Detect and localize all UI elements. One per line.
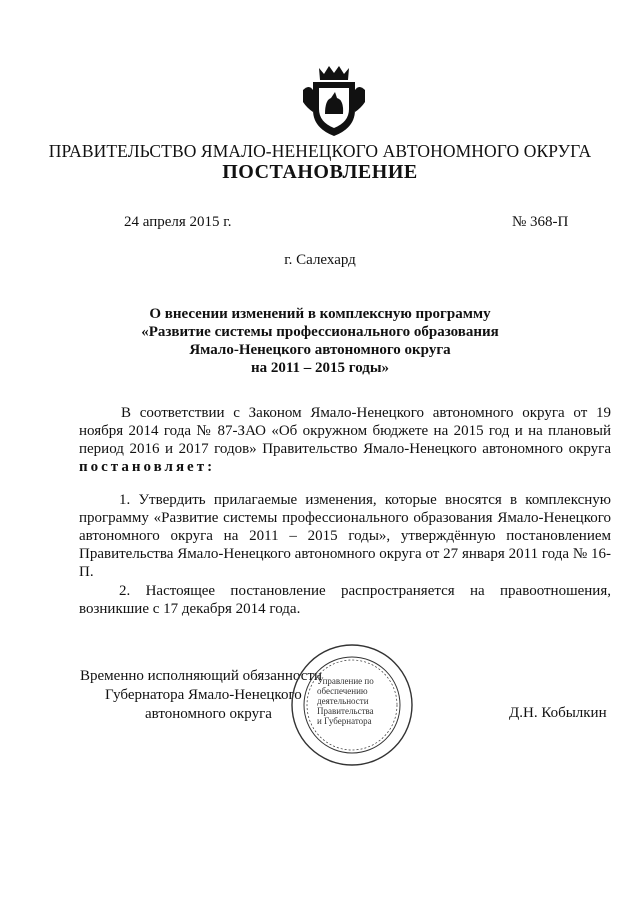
document-title-line: на 2011 – 2015 годы» (250, 360, 390, 376)
stamp-text-line: деятельности (317, 696, 369, 706)
signer-name: Д.Н. Кобылкин (509, 705, 607, 721)
signer-position-line: Губернатора Ямало-Ненецкого (105, 687, 302, 703)
preamble-paragraph (79, 404, 611, 476)
document-title-line: Ямало-Ненецкого автономного округа (189, 342, 451, 358)
document-type-heading: ПОСТАНОВЛЕНИЕ (222, 161, 418, 183)
coat-of-arms-icon (299, 62, 369, 138)
signer-position-line: Временно исполняющий обязанности (80, 668, 323, 684)
government-name: ПРАВИТЕЛЬСТВО ЯМАЛО-НЕНЕЦКОГО АВТОНОМНОГО ОКРУГА (48, 141, 592, 161)
document-number: № 368-П (512, 214, 569, 230)
document-date: 24 апреля 2015 г. (124, 214, 232, 230)
stamp-text-line: Правительства (317, 706, 374, 716)
document-city: г. Салехард (284, 252, 356, 268)
stamp-text-line: Управление по (317, 676, 374, 686)
stamp-text-line: и Губернатора (317, 716, 372, 726)
stamp-inner-text (317, 676, 387, 726)
stamp-text-line: обеспечению (317, 686, 368, 696)
document-title-line: «Развитие системы профессионального образования (141, 324, 499, 340)
resolution-item-1: 1. Утвердить прилагаемые изменения, которые вносятся в комплексную программу «Развитие системы профессионального образования Ямало-Ненецкого автономного округа на 2011 – 2015 годы», утверждённую постановлением Правительства Ямало-Ненецкого автономного округа от 27 января 2011 года № 16-П. (79, 492, 611, 580)
resolves-keyword: постановляет: (79, 459, 216, 475)
signer-position-line: автономного округа (145, 706, 272, 722)
preamble-text: В соответствии с Законом Ямало-Ненецкого автономного округа от 19 ноября 2014 года № 87-ЗАО «Об окружном бюджете на 2015 год и на плановый период 2016 и 2017 годов» Правительство Ямало-Ненецкого автономного округа (79, 405, 611, 457)
document-title-line: О внесении изменений в комплексную программу (149, 306, 491, 322)
resolution-item-2: 2. Настоящее постановление распространяется на правоотношения, возникшие с 17 декабря 2014 года. (79, 583, 611, 617)
